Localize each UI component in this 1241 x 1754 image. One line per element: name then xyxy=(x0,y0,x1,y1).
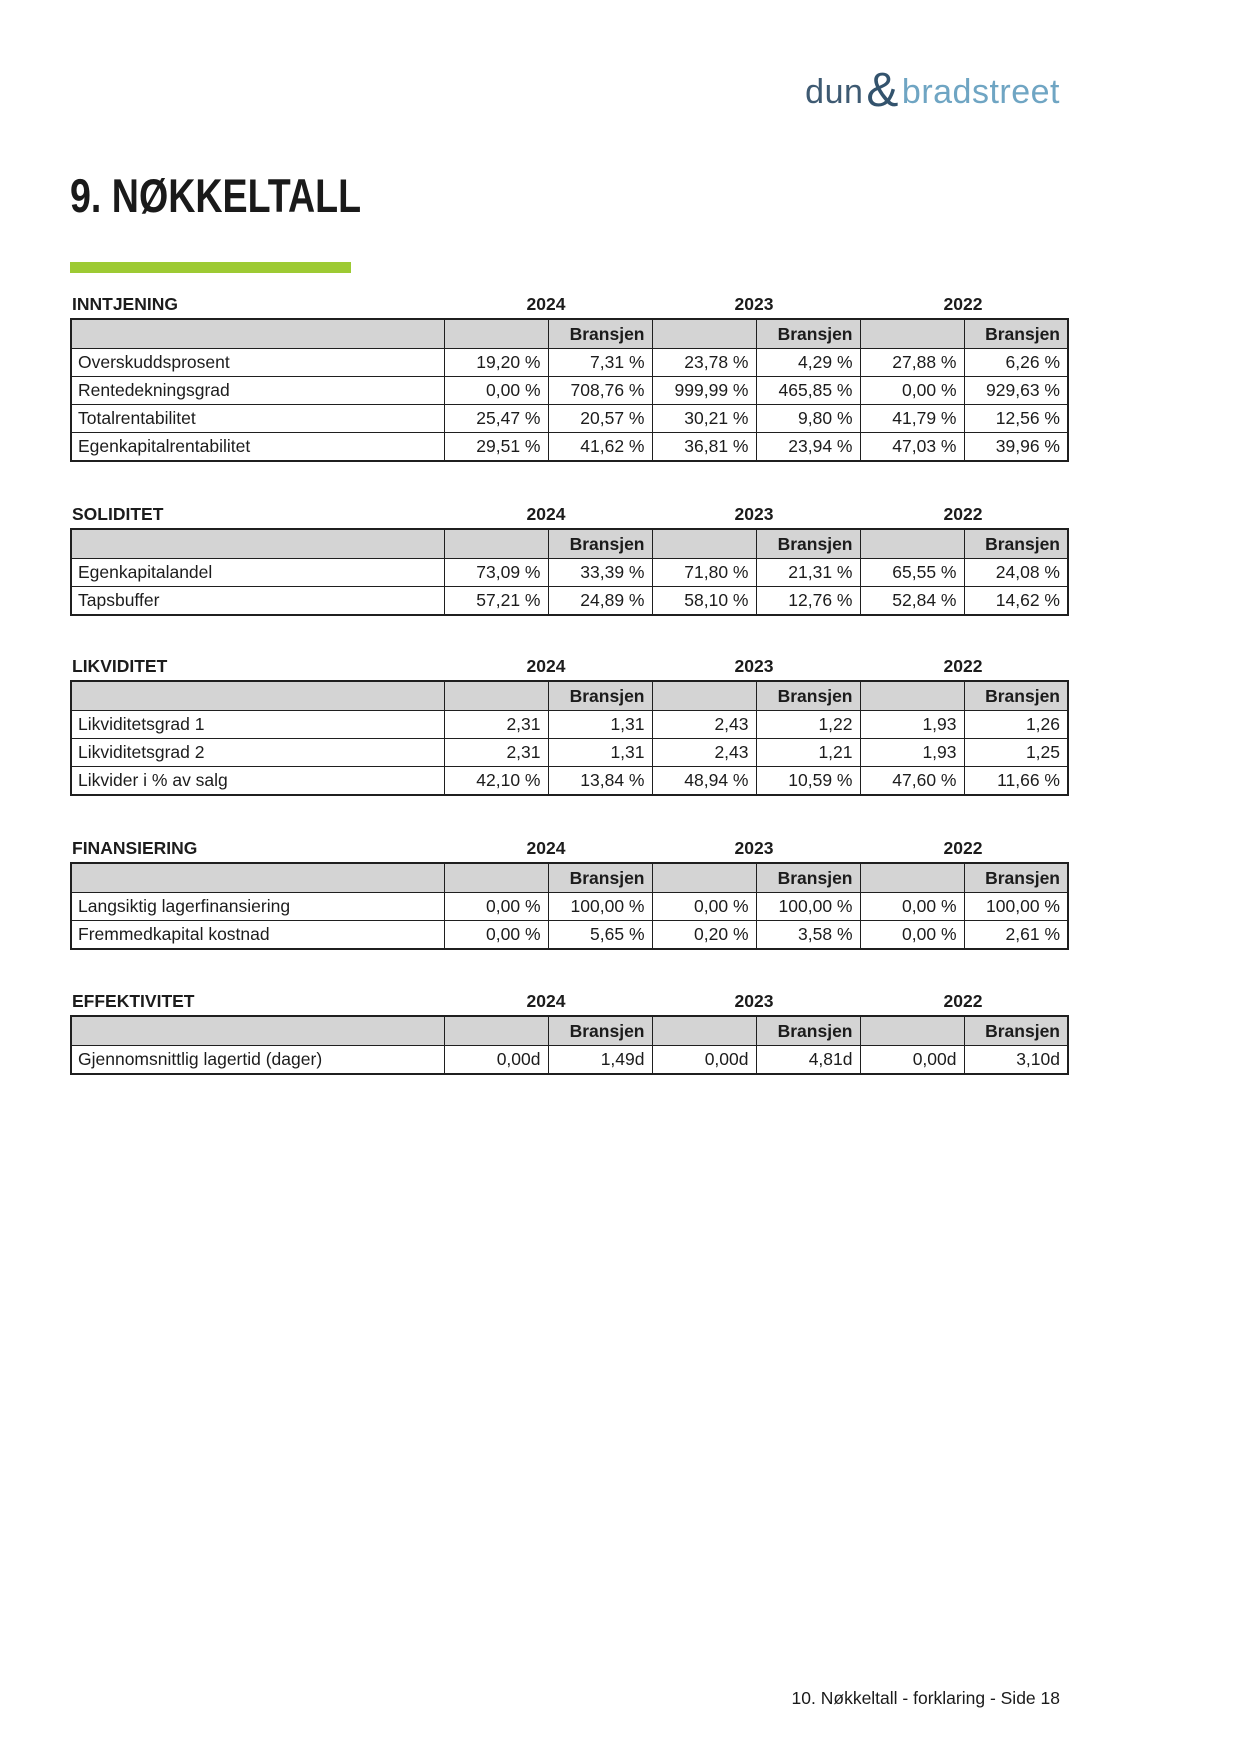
subheader-empty-cell xyxy=(652,863,756,893)
bransjen-value-cell: 2,61 % xyxy=(964,921,1068,950)
table-row xyxy=(71,767,1068,796)
company-value-cell: 71,80 % xyxy=(652,559,756,587)
bransjen-value-cell: 12,56 % xyxy=(964,405,1068,433)
bransjen-value-cell: 1,21 xyxy=(756,739,860,767)
bransjen-value-cell: 5,65 % xyxy=(548,921,652,950)
bransjen-value-cell: 24,08 % xyxy=(964,559,1068,587)
logo-text-dun: dun xyxy=(805,73,864,111)
subheader-bransjen-cell: Bransjen xyxy=(548,863,652,893)
company-value-cell: 0,00 % xyxy=(860,377,964,405)
company-value-cell: 2,43 xyxy=(652,739,756,767)
row-label-cell: Totalrentabilitet xyxy=(71,405,444,433)
company-value-cell: 52,84 % xyxy=(860,587,964,616)
company-value-cell: 48,94 % xyxy=(652,767,756,796)
key-figures-table xyxy=(70,862,1069,950)
bransjen-value-cell: 9,80 % xyxy=(756,405,860,433)
year-column-label: 2024 xyxy=(526,838,566,858)
table-row xyxy=(71,587,1068,616)
subheader-bransjen-cell: Bransjen xyxy=(548,1016,652,1046)
section-header xyxy=(70,987,1068,1015)
year-column-label: 2022 xyxy=(943,991,983,1011)
subheader-bransjen-cell: Bransjen xyxy=(756,529,860,559)
bransjen-value-cell: 4,81d xyxy=(756,1046,860,1075)
year-column-label: 2022 xyxy=(943,656,983,676)
company-value-cell: 2,31 xyxy=(444,711,548,739)
logo-text-bradstreet: bradstreet xyxy=(901,73,1060,111)
row-label-cell: Rentedekningsgrad xyxy=(71,377,444,405)
subheader-empty-cell xyxy=(71,863,444,893)
company-value-cell: 0,00 % xyxy=(860,893,964,921)
bransjen-value-cell: 24,89 % xyxy=(548,587,652,616)
row-label-cell: Likvider i % av salg xyxy=(71,767,444,796)
subheader-bransjen-cell: Bransjen xyxy=(756,681,860,711)
section-header xyxy=(70,834,1068,862)
subheader-empty-cell xyxy=(652,319,756,349)
bransjen-value-cell: 100,00 % xyxy=(756,893,860,921)
year-column-label: 2022 xyxy=(943,504,983,524)
bransjen-value-cell: 1,26 xyxy=(964,711,1068,739)
bransjen-value-cell: 41,62 % xyxy=(548,433,652,462)
company-value-cell: 36,81 % xyxy=(652,433,756,462)
title-accent-bar xyxy=(70,262,351,273)
company-value-cell: 999,99 % xyxy=(652,377,756,405)
year-column-label: 2024 xyxy=(526,991,566,1011)
subheader-bransjen-cell: Bransjen xyxy=(548,319,652,349)
subheader-bransjen-cell: Bransjen xyxy=(964,529,1068,559)
section-title: SOLIDITET xyxy=(72,504,164,524)
section-title: INNTJENING xyxy=(72,294,178,314)
bransjen-value-cell: 33,39 % xyxy=(548,559,652,587)
section-inntjening xyxy=(70,290,1068,462)
subheader-empty-cell xyxy=(444,1016,548,1046)
year-column-label: 2024 xyxy=(526,504,566,524)
bransjen-value-cell: 20,57 % xyxy=(548,405,652,433)
bransjen-value-cell: 1,31 xyxy=(548,711,652,739)
page-title: 9. NØKKELTALL xyxy=(70,169,362,222)
bransjen-value-cell: 23,94 % xyxy=(756,433,860,462)
key-figures-table xyxy=(70,1015,1069,1075)
company-value-cell: 0,00d xyxy=(860,1046,964,1075)
section-header xyxy=(70,652,1068,680)
logo-ampersand-icon: & xyxy=(866,64,899,117)
company-value-cell: 47,60 % xyxy=(860,767,964,796)
row-label-cell: Likviditetsgrad 2 xyxy=(71,739,444,767)
bransjen-value-cell: 1,49d xyxy=(548,1046,652,1075)
section-title: FINANSIERING xyxy=(72,838,198,858)
page-footer: 10. Nøkkeltall - forklaring - Side 18 xyxy=(791,1688,1060,1708)
table-subheader-row xyxy=(71,529,1068,559)
bransjen-value-cell: 11,66 % xyxy=(964,767,1068,796)
company-value-cell: 47,03 % xyxy=(860,433,964,462)
bransjen-value-cell: 1,31 xyxy=(548,739,652,767)
company-value-cell: 2,31 xyxy=(444,739,548,767)
table-subheader-row xyxy=(71,1016,1068,1046)
year-column-label: 2023 xyxy=(734,838,774,858)
subheader-bransjen-cell: Bransjen xyxy=(548,681,652,711)
dun-and-bradstreet-logo xyxy=(805,64,1060,117)
company-value-cell: 2,43 xyxy=(652,711,756,739)
subheader-empty-cell xyxy=(652,681,756,711)
company-value-cell: 0,20 % xyxy=(652,921,756,950)
bransjen-value-cell: 100,00 % xyxy=(548,893,652,921)
section-effektivitet xyxy=(70,987,1068,1075)
company-value-cell: 57,21 % xyxy=(444,587,548,616)
company-value-cell: 1,93 xyxy=(860,711,964,739)
company-value-cell: 0,00 % xyxy=(444,377,548,405)
company-value-cell: 58,10 % xyxy=(652,587,756,616)
row-label-cell: Langsiktig lagerfinansiering xyxy=(71,893,444,921)
bransjen-value-cell: 3,10d xyxy=(964,1046,1068,1075)
bransjen-value-cell: 465,85 % xyxy=(756,377,860,405)
table-row xyxy=(71,349,1068,377)
subheader-bransjen-cell: Bransjen xyxy=(964,1016,1068,1046)
subheader-empty-cell xyxy=(444,529,548,559)
table-subheader-row xyxy=(71,863,1068,893)
row-label-cell: Overskuddsprosent xyxy=(71,349,444,377)
row-label-cell: Gjennomsnittlig lagertid (dager) xyxy=(71,1046,444,1075)
company-value-cell: 0,00 % xyxy=(860,921,964,950)
subheader-empty-cell xyxy=(71,1016,444,1046)
bransjen-value-cell: 13,84 % xyxy=(548,767,652,796)
subheader-empty-cell xyxy=(652,529,756,559)
bransjen-value-cell: 929,63 % xyxy=(964,377,1068,405)
subheader-empty-cell xyxy=(860,1016,964,1046)
subheader-empty-cell xyxy=(860,529,964,559)
year-column-label: 2024 xyxy=(526,656,566,676)
table-row xyxy=(71,893,1068,921)
bransjen-value-cell: 12,76 % xyxy=(756,587,860,616)
year-column-label: 2023 xyxy=(734,294,774,314)
row-label-cell: Egenkapitalandel xyxy=(71,559,444,587)
company-value-cell: 0,00 % xyxy=(652,893,756,921)
table-row xyxy=(71,739,1068,767)
subheader-bransjen-cell: Bransjen xyxy=(964,863,1068,893)
company-value-cell: 1,93 xyxy=(860,739,964,767)
company-value-cell: 0,00 % xyxy=(444,921,548,950)
section-title: LIKVIDITET xyxy=(72,656,168,676)
company-value-cell: 73,09 % xyxy=(444,559,548,587)
company-value-cell: 41,79 % xyxy=(860,405,964,433)
bransjen-value-cell: 708,76 % xyxy=(548,377,652,405)
table-row xyxy=(71,377,1068,405)
table-row xyxy=(71,921,1068,950)
table-subheader-row xyxy=(71,681,1068,711)
section-finansiering xyxy=(70,834,1068,950)
subheader-empty-cell xyxy=(860,863,964,893)
company-value-cell: 0,00d xyxy=(444,1046,548,1075)
bransjen-value-cell: 100,00 % xyxy=(964,893,1068,921)
company-value-cell: 65,55 % xyxy=(860,559,964,587)
company-value-cell: 19,20 % xyxy=(444,349,548,377)
table-row xyxy=(71,433,1068,462)
table-row xyxy=(71,559,1068,587)
section-likviditet xyxy=(70,652,1068,796)
company-value-cell: 29,51 % xyxy=(444,433,548,462)
bransjen-value-cell: 14,62 % xyxy=(964,587,1068,616)
year-column-label: 2023 xyxy=(734,656,774,676)
table-row xyxy=(71,711,1068,739)
key-figures-table xyxy=(70,528,1069,616)
key-figures-table xyxy=(70,318,1069,462)
company-value-cell: 25,47 % xyxy=(444,405,548,433)
company-value-cell: 0,00d xyxy=(652,1046,756,1075)
year-column-label: 2023 xyxy=(734,504,774,524)
subheader-bransjen-cell: Bransjen xyxy=(756,1016,860,1046)
bransjen-value-cell: 1,22 xyxy=(756,711,860,739)
section-header xyxy=(70,500,1068,528)
row-label-cell: Fremmedkapital kostnad xyxy=(71,921,444,950)
year-column-label: 2022 xyxy=(943,294,983,314)
bransjen-value-cell: 6,26 % xyxy=(964,349,1068,377)
company-value-cell: 27,88 % xyxy=(860,349,964,377)
bransjen-value-cell: 1,25 xyxy=(964,739,1068,767)
subheader-empty-cell xyxy=(444,681,548,711)
subheader-bransjen-cell: Bransjen xyxy=(756,319,860,349)
company-value-cell: 30,21 % xyxy=(652,405,756,433)
bransjen-value-cell: 21,31 % xyxy=(756,559,860,587)
year-column-label: 2022 xyxy=(943,838,983,858)
company-value-cell: 0,00 % xyxy=(444,893,548,921)
subheader-bransjen-cell: Bransjen xyxy=(548,529,652,559)
key-figures-table xyxy=(70,680,1069,796)
subheader-bransjen-cell: Bransjen xyxy=(964,319,1068,349)
table-row xyxy=(71,1046,1068,1075)
bransjen-value-cell: 10,59 % xyxy=(756,767,860,796)
subheader-empty-cell xyxy=(444,863,548,893)
section-soliditet xyxy=(70,500,1068,616)
subheader-empty-cell xyxy=(71,319,444,349)
section-title: EFFEKTIVITET xyxy=(72,991,195,1011)
row-label-cell: Likviditetsgrad 1 xyxy=(71,711,444,739)
subheader-empty-cell xyxy=(652,1016,756,1046)
company-value-cell: 23,78 % xyxy=(652,349,756,377)
bransjen-value-cell: 39,96 % xyxy=(964,433,1068,462)
subheader-bransjen-cell: Bransjen xyxy=(756,863,860,893)
subheader-empty-cell xyxy=(444,319,548,349)
year-column-label: 2023 xyxy=(734,991,774,1011)
table-subheader-row xyxy=(71,319,1068,349)
subheader-empty-cell xyxy=(860,681,964,711)
subheader-empty-cell xyxy=(71,529,444,559)
table-row xyxy=(71,405,1068,433)
bransjen-value-cell: 4,29 % xyxy=(756,349,860,377)
row-label-cell: Egenkapitalrentabilitet xyxy=(71,433,444,462)
year-column-label: 2024 xyxy=(526,294,566,314)
bransjen-value-cell: 3,58 % xyxy=(756,921,860,950)
subheader-empty-cell xyxy=(71,681,444,711)
row-label-cell: Tapsbuffer xyxy=(71,587,444,616)
section-header xyxy=(70,290,1068,318)
company-value-cell: 42,10 % xyxy=(444,767,548,796)
subheader-bransjen-cell: Bransjen xyxy=(964,681,1068,711)
subheader-empty-cell xyxy=(860,319,964,349)
bransjen-value-cell: 7,31 % xyxy=(548,349,652,377)
